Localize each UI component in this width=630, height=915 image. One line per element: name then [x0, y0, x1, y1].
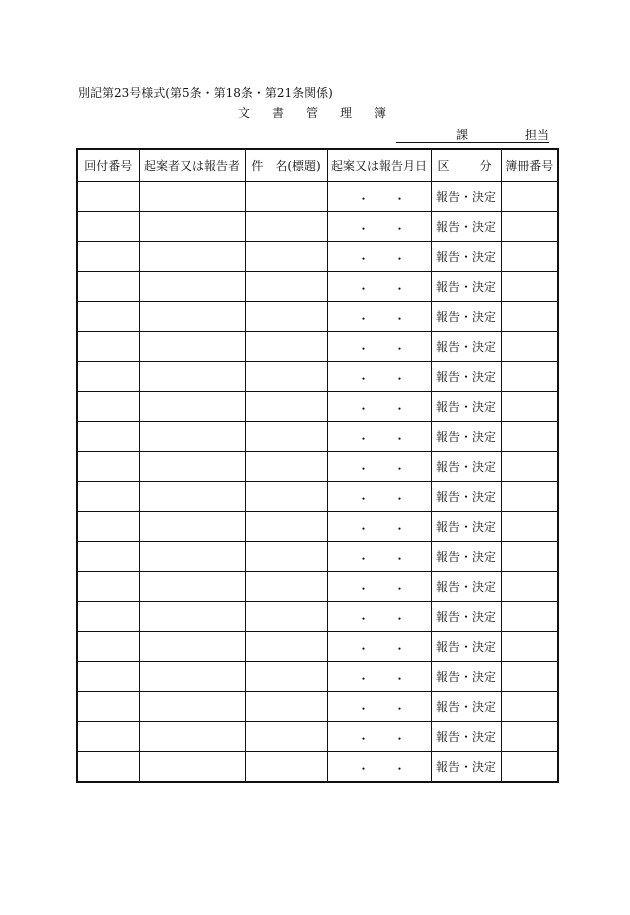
register-no-cell[interactable]: [501, 722, 558, 752]
subject-cell[interactable]: [245, 362, 327, 392]
subject-cell[interactable]: [245, 332, 327, 362]
category-header-part: 区: [437, 159, 450, 173]
date-separator: ・: [393, 372, 406, 386]
register-no-cell[interactable]: [501, 182, 558, 212]
category-cell[interactable]: 報告・決定: [431, 512, 501, 542]
title-char: 理: [340, 106, 353, 120]
subject-cell[interactable]: [245, 302, 327, 332]
circulation-no-cell[interactable]: [77, 722, 139, 752]
date-cell[interactable]: [327, 752, 431, 783]
column-header-circulation-no: 回付番号: [77, 149, 139, 182]
date-separator: ・: [357, 702, 370, 716]
date-cell[interactable]: [327, 272, 431, 302]
circulation-no-cell[interactable]: [77, 422, 139, 452]
date-separator: ・: [393, 492, 406, 506]
circulation-no-cell[interactable]: [77, 182, 139, 212]
date-cell[interactable]: [327, 422, 431, 452]
register-no-cell[interactable]: [501, 362, 558, 392]
person-in-charge-label: 担当: [524, 128, 549, 142]
drafter-cell[interactable]: [139, 692, 245, 722]
subject-cell[interactable]: [245, 482, 327, 512]
title-char: 簿: [374, 106, 387, 120]
circulation-no-cell[interactable]: [77, 632, 139, 662]
register-no-cell[interactable]: [501, 482, 558, 512]
register-no-cell[interactable]: [501, 752, 558, 783]
date-separator: ・: [357, 762, 370, 776]
table-row: [77, 602, 558, 632]
subject-cell[interactable]: [245, 242, 327, 272]
drafter-cell[interactable]: [139, 392, 245, 422]
date-cell[interactable]: [327, 692, 431, 722]
category-cell[interactable]: 報告・決定: [431, 662, 501, 692]
category-cell[interactable]: 報告・決定: [431, 572, 501, 602]
circulation-no-cell[interactable]: [77, 452, 139, 482]
category-cell[interactable]: 報告・決定: [431, 602, 501, 632]
date-separator: ・: [357, 612, 370, 626]
register-no-cell[interactable]: [501, 632, 558, 662]
category-cell[interactable]: 報告・決定: [431, 242, 501, 272]
drafter-cell[interactable]: [139, 542, 245, 572]
date-cell[interactable]: [327, 572, 431, 602]
subject-cell[interactable]: [245, 212, 327, 242]
date-separator: ・: [357, 402, 370, 416]
date-separator: ・: [393, 252, 406, 266]
date-cell[interactable]: [327, 512, 431, 542]
date-separator: ・: [393, 762, 406, 776]
table-row: [77, 242, 558, 272]
circulation-no-cell[interactable]: [77, 302, 139, 332]
date-separator: ・: [357, 642, 370, 656]
table-header-row: [77, 149, 558, 182]
register-no-cell[interactable]: [501, 692, 558, 722]
date-separator: ・: [357, 192, 370, 206]
subject-cell[interactable]: [245, 602, 327, 632]
circulation-no-cell[interactable]: [77, 482, 139, 512]
table-row: [77, 692, 558, 722]
register-no-cell[interactable]: [501, 332, 558, 362]
drafter-cell[interactable]: [139, 182, 245, 212]
date-cell[interactable]: [327, 242, 431, 272]
subject-cell[interactable]: [245, 542, 327, 572]
subject-cell[interactable]: [245, 572, 327, 602]
category-cell[interactable]: 報告・決定: [431, 692, 501, 722]
title-char: 文: [238, 106, 251, 120]
date-cell[interactable]: [327, 632, 431, 662]
subject-cell[interactable]: [245, 452, 327, 482]
document-ledger-table: [76, 148, 559, 783]
date-separator: ・: [393, 552, 406, 566]
date-separator: ・: [393, 462, 406, 476]
date-separator: ・: [393, 192, 406, 206]
drafter-cell[interactable]: [139, 332, 245, 362]
date-separator: ・: [393, 582, 406, 596]
date-cell[interactable]: [327, 452, 431, 482]
date-cell[interactable]: [327, 332, 431, 362]
date-cell[interactable]: [327, 662, 431, 692]
category-cell[interactable]: 報告・決定: [431, 632, 501, 662]
date-separator: ・: [357, 462, 370, 476]
document-title: [238, 104, 408, 121]
register-no-cell[interactable]: [501, 392, 558, 422]
date-cell[interactable]: [327, 542, 431, 572]
table-row: [77, 542, 558, 572]
category-cell[interactable]: 報告・決定: [431, 272, 501, 302]
subject-cell[interactable]: [245, 722, 327, 752]
register-no-cell[interactable]: [501, 422, 558, 452]
date-separator: ・: [393, 312, 406, 326]
column-header-register-no: 簿冊番号: [501, 149, 558, 182]
circulation-no-cell[interactable]: [77, 572, 139, 602]
date-separator: ・: [357, 342, 370, 356]
register-no-cell[interactable]: [501, 212, 558, 242]
circulation-no-cell[interactable]: [77, 362, 139, 392]
circulation-no-cell[interactable]: [77, 512, 139, 542]
table-row: [77, 302, 558, 332]
date-cell[interactable]: [327, 722, 431, 752]
date-separator: ・: [357, 282, 370, 296]
table-row: [77, 332, 558, 362]
date-separator: ・: [393, 702, 406, 716]
circulation-no-cell[interactable]: [77, 542, 139, 572]
date-separator: ・: [357, 252, 370, 266]
circulation-no-cell[interactable]: [77, 212, 139, 242]
category-cell[interactable]: 報告・決定: [431, 392, 501, 422]
table-row: [77, 752, 558, 783]
subject-cell[interactable]: [245, 662, 327, 692]
drafter-cell[interactable]: [139, 482, 245, 512]
title-char: 書: [272, 106, 285, 120]
register-no-cell[interactable]: [501, 302, 558, 332]
date-separator: ・: [357, 672, 370, 686]
circulation-no-cell[interactable]: [77, 752, 139, 783]
drafter-cell[interactable]: [139, 422, 245, 452]
date-separator: ・: [357, 222, 370, 236]
date-separator: ・: [393, 432, 406, 446]
date-separator: ・: [357, 522, 370, 536]
subject-cell[interactable]: [245, 632, 327, 662]
date-separator: ・: [393, 222, 406, 236]
table-row: [77, 182, 558, 212]
drafter-cell[interactable]: [139, 452, 245, 482]
register-no-cell[interactable]: [501, 452, 558, 482]
drafter-cell[interactable]: [139, 272, 245, 302]
register-no-cell[interactable]: [501, 572, 558, 602]
column-header-subject: 件 名(標題): [245, 149, 327, 182]
table-row: [77, 422, 558, 452]
subject-cell[interactable]: [245, 422, 327, 452]
category-header-part: 分: [479, 159, 492, 173]
subject-cell[interactable]: [245, 512, 327, 542]
date-separator: ・: [357, 582, 370, 596]
date-cell[interactable]: [327, 182, 431, 212]
drafter-cell[interactable]: [139, 302, 245, 332]
category-cell[interactable]: 報告・決定: [431, 362, 501, 392]
table-row: [77, 392, 558, 422]
date-separator: ・: [393, 612, 406, 626]
category-cell[interactable]: 報告・決定: [431, 302, 501, 332]
date-separator: ・: [393, 642, 406, 656]
date-cell[interactable]: [327, 602, 431, 632]
category-cell[interactable]: 報告・決定: [431, 332, 501, 362]
register-no-cell[interactable]: [501, 542, 558, 572]
date-separator: ・: [393, 342, 406, 356]
table-row: [77, 272, 558, 302]
circulation-no-cell[interactable]: [77, 692, 139, 722]
drafter-cell[interactable]: [139, 362, 245, 392]
category-cell[interactable]: 報告・決定: [431, 752, 501, 783]
department-line: [396, 126, 549, 143]
register-no-cell[interactable]: [501, 512, 558, 542]
drafter-cell[interactable]: [139, 512, 245, 542]
date-cell[interactable]: [327, 302, 431, 332]
subject-cell[interactable]: [245, 272, 327, 302]
table-row: [77, 632, 558, 662]
date-separator: ・: [393, 732, 406, 746]
circulation-no-cell[interactable]: [77, 392, 139, 422]
register-no-cell[interactable]: [501, 272, 558, 302]
register-no-cell[interactable]: [501, 662, 558, 692]
form-note: 別記第23号様式(第5条・第18条・第21条関係): [78, 86, 333, 100]
drafter-cell[interactable]: [139, 752, 245, 783]
date-cell[interactable]: [327, 392, 431, 422]
drafter-cell[interactable]: [139, 632, 245, 662]
table-row: [77, 452, 558, 482]
register-no-cell[interactable]: [501, 602, 558, 632]
table-row: [77, 572, 558, 602]
date-cell[interactable]: [327, 212, 431, 242]
table-row: [77, 512, 558, 542]
table-row: [77, 362, 558, 392]
date-separator: ・: [357, 492, 370, 506]
circulation-no-cell[interactable]: [77, 242, 139, 272]
subject-cell[interactable]: [245, 182, 327, 212]
category-cell[interactable]: 報告・決定: [431, 482, 501, 512]
circulation-no-cell[interactable]: [77, 272, 139, 302]
subject-cell[interactable]: [245, 752, 327, 783]
category-cell[interactable]: 報告・決定: [431, 542, 501, 572]
category-cell[interactable]: 報告・決定: [431, 722, 501, 752]
category-cell[interactable]: 報告・決定: [431, 212, 501, 242]
drafter-cell[interactable]: [139, 242, 245, 272]
table-row: [77, 662, 558, 692]
drafter-cell[interactable]: [139, 602, 245, 632]
drafter-cell[interactable]: [139, 662, 245, 692]
category-cell[interactable]: 報告・決定: [431, 182, 501, 212]
column-header-date: 起案又は報告月日: [327, 149, 431, 182]
date-separator: ・: [357, 432, 370, 446]
date-separator: ・: [393, 522, 406, 536]
column-header-drafter: 起案者又は報告者: [139, 149, 245, 182]
drafter-cell[interactable]: [139, 572, 245, 602]
date-cell[interactable]: [327, 482, 431, 512]
date-separator: ・: [393, 282, 406, 296]
circulation-no-cell[interactable]: [77, 602, 139, 632]
date-separator: ・: [393, 672, 406, 686]
drafter-cell[interactable]: [139, 722, 245, 752]
department-label: 課: [456, 128, 469, 142]
title-char: 管: [306, 106, 319, 120]
drafter-cell[interactable]: [139, 212, 245, 242]
table-row: [77, 212, 558, 242]
date-separator: ・: [357, 732, 370, 746]
circulation-no-cell[interactable]: [77, 662, 139, 692]
date-cell[interactable]: [327, 362, 431, 392]
subject-cell[interactable]: [245, 392, 327, 422]
table-row: [77, 482, 558, 512]
date-separator: ・: [357, 372, 370, 386]
date-separator: ・: [393, 402, 406, 416]
category-cell[interactable]: 報告・決定: [431, 452, 501, 482]
circulation-no-cell[interactable]: [77, 332, 139, 362]
category-cell[interactable]: 報告・決定: [431, 422, 501, 452]
column-header-category: [431, 149, 501, 182]
date-separator: ・: [357, 312, 370, 326]
register-no-cell[interactable]: [501, 242, 558, 272]
subject-cell[interactable]: [245, 692, 327, 722]
date-separator: ・: [357, 552, 370, 566]
table-row: [77, 722, 558, 752]
